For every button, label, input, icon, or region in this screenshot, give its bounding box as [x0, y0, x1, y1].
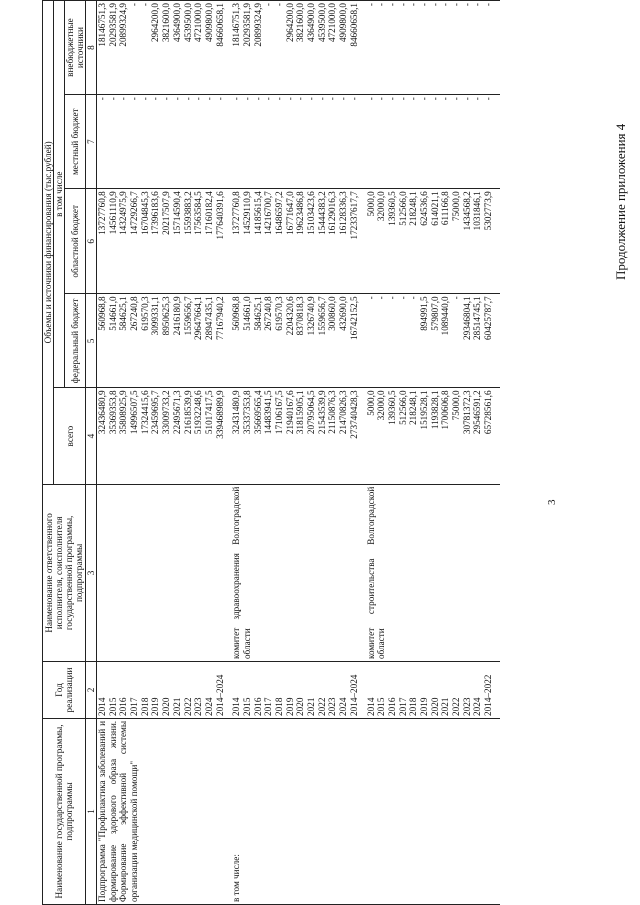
- total-value: 1519528,1: [418, 390, 429, 430]
- col-number: 2: [86, 662, 97, 719]
- federal-value: 1326740,9: [306, 296, 317, 336]
- local-value: -: [338, 97, 349, 101]
- federal-value: 8950625,3: [161, 296, 172, 336]
- total-value: 51932248,6: [193, 390, 204, 435]
- year-value: 2024: [338, 697, 349, 716]
- extra-value: 4721000,0: [193, 3, 204, 43]
- extra-value: 84660658,1: [348, 3, 359, 47]
- year-value: 2014–2022: [483, 674, 494, 716]
- header-executor: Наименование ответственного исполнителя, соисполнителя государственной программы, подпрограммы: [43, 484, 86, 661]
- extra-value: 4364900,0: [171, 3, 182, 43]
- year-value: 2023: [461, 697, 472, 716]
- total-value: 5000,0: [365, 390, 376, 416]
- federal-value: -: [376, 296, 387, 300]
- header-extra: внебюджетные источники: [65, 1, 86, 95]
- header-federal: федеральный бюджет: [65, 294, 86, 388]
- local-value: -: [107, 97, 118, 101]
- federal-value: 29346804,1: [461, 296, 472, 340]
- header-program: Наименование государственной программы, подпрограммы: [43, 718, 86, 904]
- extra-value: -: [376, 3, 387, 7]
- local-cell: [366, 95, 500, 189]
- local-value: -: [231, 97, 242, 101]
- local-value: -: [182, 97, 193, 101]
- extra-value: 20293581,9: [241, 3, 252, 47]
- year-value: 2021: [440, 697, 451, 716]
- total-value: 273740428,3: [348, 390, 359, 439]
- appendix-title: Продолжение приложения 4: [613, 123, 628, 280]
- local-value: -: [440, 97, 451, 101]
- regional-value: 5302773,9: [483, 191, 494, 231]
- regional-value: 5000,0: [365, 191, 376, 217]
- regional-value: 16771647,0: [284, 191, 295, 235]
- federal-value: -: [451, 296, 461, 300]
- regional-value: 14729266,7: [129, 191, 140, 235]
- col-number: 6: [86, 189, 97, 294]
- total-value: 1193828,1: [429, 390, 440, 430]
- year-value: 2015: [376, 697, 387, 716]
- extra-value: 84660658,1: [214, 3, 225, 47]
- total-value: 14483941,5: [263, 390, 274, 435]
- total-value: 65728561,6: [483, 390, 494, 435]
- total-value: 218248,1: [408, 390, 419, 425]
- year-value: 2019: [284, 697, 295, 716]
- total-value: 32436480,9: [97, 390, 107, 435]
- year-value: 2024: [472, 697, 483, 716]
- total-value: 29546591,2: [472, 390, 483, 435]
- year-cell: [231, 662, 365, 719]
- regional-value: 19623486,8: [295, 191, 306, 235]
- regional-value: 14185615,4: [252, 191, 263, 235]
- federal-value: -: [397, 296, 408, 300]
- local-value: -: [171, 97, 182, 101]
- local-value: -: [429, 97, 440, 101]
- year-value: 2015: [241, 697, 252, 716]
- year-value: 2020: [295, 697, 306, 716]
- table-row: [366, 1, 500, 905]
- total-value: 21940167,6: [284, 390, 295, 435]
- regional-cell: [97, 189, 232, 294]
- local-value: -: [365, 97, 376, 101]
- extra-value: -: [129, 3, 140, 7]
- regional-value: 17396183,6: [150, 191, 161, 235]
- federal-value: 267240,8: [263, 296, 274, 331]
- year-value: 2023: [327, 697, 338, 716]
- extra-value: -: [274, 3, 284, 7]
- header-incl: в том числе: [54, 1, 65, 388]
- extra-cell: [366, 1, 500, 95]
- federal-value: 584625,1: [252, 296, 263, 331]
- extra-value: 18146751,3: [231, 3, 242, 47]
- regional-value: 16128336,3: [338, 191, 349, 235]
- regional-value: 13727760,8: [231, 191, 242, 235]
- local-value: -: [461, 97, 472, 101]
- regional-value: 17563584,5: [193, 191, 204, 235]
- col-number: 4: [86, 388, 97, 484]
- total-cell: [366, 388, 500, 484]
- local-value: -: [150, 97, 161, 101]
- local-value: -: [408, 97, 419, 101]
- federal-value: 2204320,6: [284, 296, 295, 336]
- year-value: 2018: [139, 697, 150, 716]
- extra-value: -: [472, 3, 483, 7]
- total-value: 32000,0: [376, 390, 387, 421]
- regional-value: 20217507,9: [161, 191, 172, 235]
- federal-value: 619570,3: [274, 296, 284, 331]
- federal-value: 300860,0: [327, 296, 338, 331]
- local-value: -: [451, 97, 461, 101]
- year-value: 2021: [306, 697, 317, 716]
- regional-value: 14529110,9: [241, 191, 252, 235]
- local-value: -: [214, 97, 225, 101]
- table-row: [231, 1, 365, 905]
- federal-value: 560968,8: [97, 296, 107, 331]
- regional-value: 139360,5: [386, 191, 397, 226]
- regional-value: 75000,0: [451, 191, 461, 222]
- local-value: -: [129, 97, 140, 101]
- local-cell: [231, 95, 365, 189]
- local-value: -: [348, 97, 359, 101]
- year-value: 2021: [171, 697, 182, 716]
- local-cell: [97, 95, 232, 189]
- extra-value: -: [408, 3, 419, 7]
- header-total: всего: [54, 388, 86, 484]
- total-cell: [97, 388, 232, 484]
- regional-value: 16704845,3: [139, 191, 150, 235]
- regional-value: 16129016,3: [327, 191, 338, 235]
- total-value: 21150876,3: [327, 390, 338, 434]
- extra-value: 20899324,9: [118, 3, 129, 47]
- program-name-cell: в том числе:: [231, 718, 365, 904]
- federal-cell: [366, 294, 500, 388]
- local-value: -: [161, 97, 172, 101]
- col-number: 7: [86, 95, 97, 189]
- federal-value: 432690,0: [338, 296, 349, 331]
- local-value: -: [397, 97, 408, 101]
- regional-value: 1031846,1: [472, 191, 483, 231]
- total-value: 31815905,1: [295, 390, 306, 435]
- regional-value: 172337617,7: [348, 191, 359, 240]
- local-value: -: [327, 97, 338, 101]
- extra-value: -: [461, 3, 472, 7]
- year-cell: [366, 662, 500, 719]
- executor-cell: [97, 484, 232, 661]
- regional-value: 14561110,9: [107, 191, 118, 235]
- regional-cell: [231, 189, 365, 294]
- year-value: 2018: [274, 697, 284, 716]
- extra-value: 2964200,0: [284, 3, 295, 43]
- regional-value: 218248,1: [408, 191, 419, 226]
- local-value: -: [252, 97, 263, 101]
- extra-value: 3821600,0: [161, 3, 172, 43]
- extra-value: 4539500,0: [316, 3, 327, 43]
- federal-value: 1559656,7: [316, 296, 327, 336]
- local-value: -: [295, 97, 306, 101]
- year-value: 2014–2024: [348, 674, 359, 716]
- total-value: 339468989,9: [214, 390, 225, 439]
- extra-value: -: [451, 3, 461, 7]
- year-value: 2016: [386, 697, 397, 716]
- year-value: 2020: [161, 697, 172, 716]
- regional-value: 14324975,9: [118, 191, 129, 235]
- executor-cell: комитет здравоохранения Волгоградской области: [231, 484, 365, 661]
- local-value: -: [483, 97, 494, 101]
- year-value: 2022: [451, 697, 461, 716]
- federal-cell: [97, 294, 232, 388]
- federal-value: 514661,0: [107, 296, 118, 331]
- year-value: 2014: [97, 697, 107, 716]
- local-value: -: [284, 97, 295, 101]
- regional-value: 32000,0: [376, 191, 387, 222]
- year-value: 2020: [429, 697, 440, 716]
- extra-cell: [97, 1, 232, 95]
- regional-value: 512566,0: [397, 191, 408, 226]
- extra-value: -: [440, 3, 451, 7]
- federal-value: 560968,8: [231, 296, 242, 331]
- header-regional: областной бюджет: [65, 189, 86, 294]
- year-value: 2017: [263, 697, 274, 716]
- extra-value: -: [429, 3, 440, 7]
- extra-value: 20293581,9: [107, 3, 118, 47]
- total-value: 35337353,8: [241, 390, 252, 435]
- federal-value: 2416180,9: [171, 296, 182, 336]
- header-local: местный бюджет: [65, 95, 86, 189]
- year-value: 2018: [408, 697, 419, 716]
- local-value: -: [274, 97, 284, 101]
- regional-value: 611166,8: [440, 191, 451, 226]
- extra-value: -: [397, 3, 408, 7]
- col-number: 8: [86, 1, 97, 95]
- total-value: 35808925,9: [118, 390, 129, 435]
- federal-value: 8370818,3: [295, 296, 306, 336]
- total-value: 1700606,8: [440, 390, 451, 430]
- table-row: [97, 1, 232, 905]
- federal-value: 1559656,7: [182, 296, 193, 336]
- regional-value: 614021,1: [429, 191, 440, 226]
- extra-value: 2964200,0: [150, 3, 161, 43]
- year-value: 2014: [231, 697, 242, 716]
- regional-value: 15714590,4: [171, 191, 182, 235]
- extra-value: 4721000,0: [327, 3, 338, 43]
- local-value: -: [97, 97, 107, 101]
- regional-value: 15593883,2: [182, 191, 193, 235]
- year-value: 2019: [150, 697, 161, 716]
- year-value: 2023: [193, 697, 204, 716]
- federal-value: 16742152,5: [348, 296, 359, 340]
- year-value: 2022: [316, 697, 327, 716]
- local-value: -: [263, 97, 274, 101]
- local-value: -: [472, 97, 483, 101]
- col-number: 3: [86, 484, 97, 661]
- total-value: 20795064,5: [306, 390, 317, 435]
- federal-value: 1089440,0: [440, 296, 451, 336]
- header-funding: Объемы и источники финансирования (тыс.рублей): [43, 1, 54, 485]
- federal-value: -: [365, 296, 376, 300]
- extra-value: 4539500,0: [182, 3, 193, 43]
- local-value: -: [306, 97, 317, 101]
- total-value: 14996507,5: [129, 390, 140, 435]
- year-value: 2017: [129, 697, 140, 716]
- regional-value: 15444383,2: [316, 191, 327, 235]
- total-value: 22495671,3: [171, 390, 182, 435]
- federal-value: -: [408, 296, 419, 300]
- extra-value: 4909800,0: [338, 3, 349, 43]
- federal-value: 584625,1: [118, 296, 129, 331]
- local-value: -: [118, 97, 129, 101]
- local-value: -: [193, 97, 204, 101]
- local-value: -: [241, 97, 252, 101]
- regional-value: 17160182,4: [203, 191, 214, 235]
- extra-value: 18146751,3: [97, 3, 107, 47]
- year-value: 2015: [107, 697, 118, 716]
- federal-value: 514661,0: [241, 296, 252, 331]
- year-value: 2014–2024: [214, 674, 225, 716]
- extra-value: 3821600,0: [295, 3, 306, 43]
- extra-value: -: [418, 3, 429, 7]
- total-value: 35669565,4: [252, 390, 263, 435]
- federal-value: 60425787,7: [483, 296, 494, 340]
- executor-cell: комитет строительства Волгоградской области: [366, 484, 500, 661]
- funding-table: [42, 0, 500, 905]
- program-name-cell: Подпрограмма "Профилактика заболеваний и формирование здорового образа жизни. Формирование эффективной системы организации медицинской помощи": [97, 718, 232, 904]
- federal-value: 77167940,2: [214, 296, 225, 340]
- year-value: 2024: [203, 697, 214, 716]
- total-value: 32431480,9: [231, 390, 242, 435]
- extra-value: -: [263, 3, 274, 7]
- extra-value: 4364900,0: [306, 3, 317, 43]
- local-value: -: [139, 97, 150, 101]
- federal-value: 267240,8: [129, 296, 140, 331]
- header-year: Год реализации: [43, 662, 86, 719]
- extra-value: -: [139, 3, 150, 7]
- year-value: 2014: [365, 697, 376, 716]
- extra-value: -: [483, 3, 494, 7]
- year-value: 2016: [252, 697, 263, 716]
- year-value: 2016: [118, 697, 129, 716]
- extra-cell: [231, 1, 365, 95]
- federal-cell: [231, 294, 365, 388]
- column-number-row: [86, 1, 97, 905]
- total-value: 21543539,9: [316, 390, 327, 435]
- federal-value: -: [386, 296, 397, 300]
- total-value: 33009733,2: [161, 390, 172, 435]
- total-value: 512566,0: [397, 390, 408, 425]
- col-number: 1: [86, 718, 97, 904]
- federal-value: 28514745,1: [472, 296, 483, 340]
- total-value: 51017417,5: [203, 390, 214, 435]
- federal-value: 3099331,1: [150, 296, 161, 336]
- program-name-cell: [366, 718, 500, 904]
- regional-value: 177640391,6: [214, 191, 225, 240]
- extra-value: -: [365, 3, 376, 7]
- extra-value: -: [386, 3, 397, 7]
- page-number: 3: [546, 499, 558, 505]
- col-number: 5: [86, 294, 97, 388]
- year-value: 2019: [418, 697, 429, 716]
- year-value: 2017: [397, 697, 408, 716]
- local-value: -: [203, 97, 214, 101]
- federal-value: 894991,5: [418, 296, 429, 331]
- regional-value: 624536,6: [418, 191, 429, 226]
- total-value: 75000,0: [451, 390, 461, 421]
- regional-value: 16486597,2: [274, 191, 284, 235]
- local-value: -: [376, 97, 387, 101]
- total-cell: [231, 388, 365, 484]
- regional-cell: [366, 189, 500, 294]
- total-value: 139360,5: [386, 390, 397, 425]
- local-value: -: [386, 97, 397, 101]
- federal-value: 28947435,1: [203, 296, 214, 340]
- regional-value: 1434568,2: [461, 191, 472, 231]
- year-cell: [97, 662, 232, 719]
- extra-value: 4909800,0: [203, 3, 214, 43]
- total-value: 17106167,5: [274, 390, 284, 435]
- total-value: 30781372,3: [461, 390, 472, 435]
- federal-value: 29647664,1: [193, 296, 204, 340]
- total-value: 17324415,6: [139, 390, 150, 435]
- extra-value: 20899324,9: [252, 3, 263, 47]
- federal-value: 579807,0: [429, 296, 440, 331]
- federal-value: 619570,3: [139, 296, 150, 331]
- total-value: 35369353,8: [107, 390, 118, 435]
- regional-value: 14216700,7: [263, 191, 274, 235]
- total-value: 21618539,9: [182, 390, 193, 435]
- year-value: 2022: [182, 697, 193, 716]
- total-value: 23459695,7: [150, 390, 161, 435]
- regional-value: 13727760,8: [97, 191, 107, 235]
- local-value: -: [316, 97, 327, 101]
- local-value: -: [418, 97, 429, 101]
- total-value: 21470826,3: [338, 390, 349, 435]
- regional-value: 15103423,6: [306, 191, 317, 235]
